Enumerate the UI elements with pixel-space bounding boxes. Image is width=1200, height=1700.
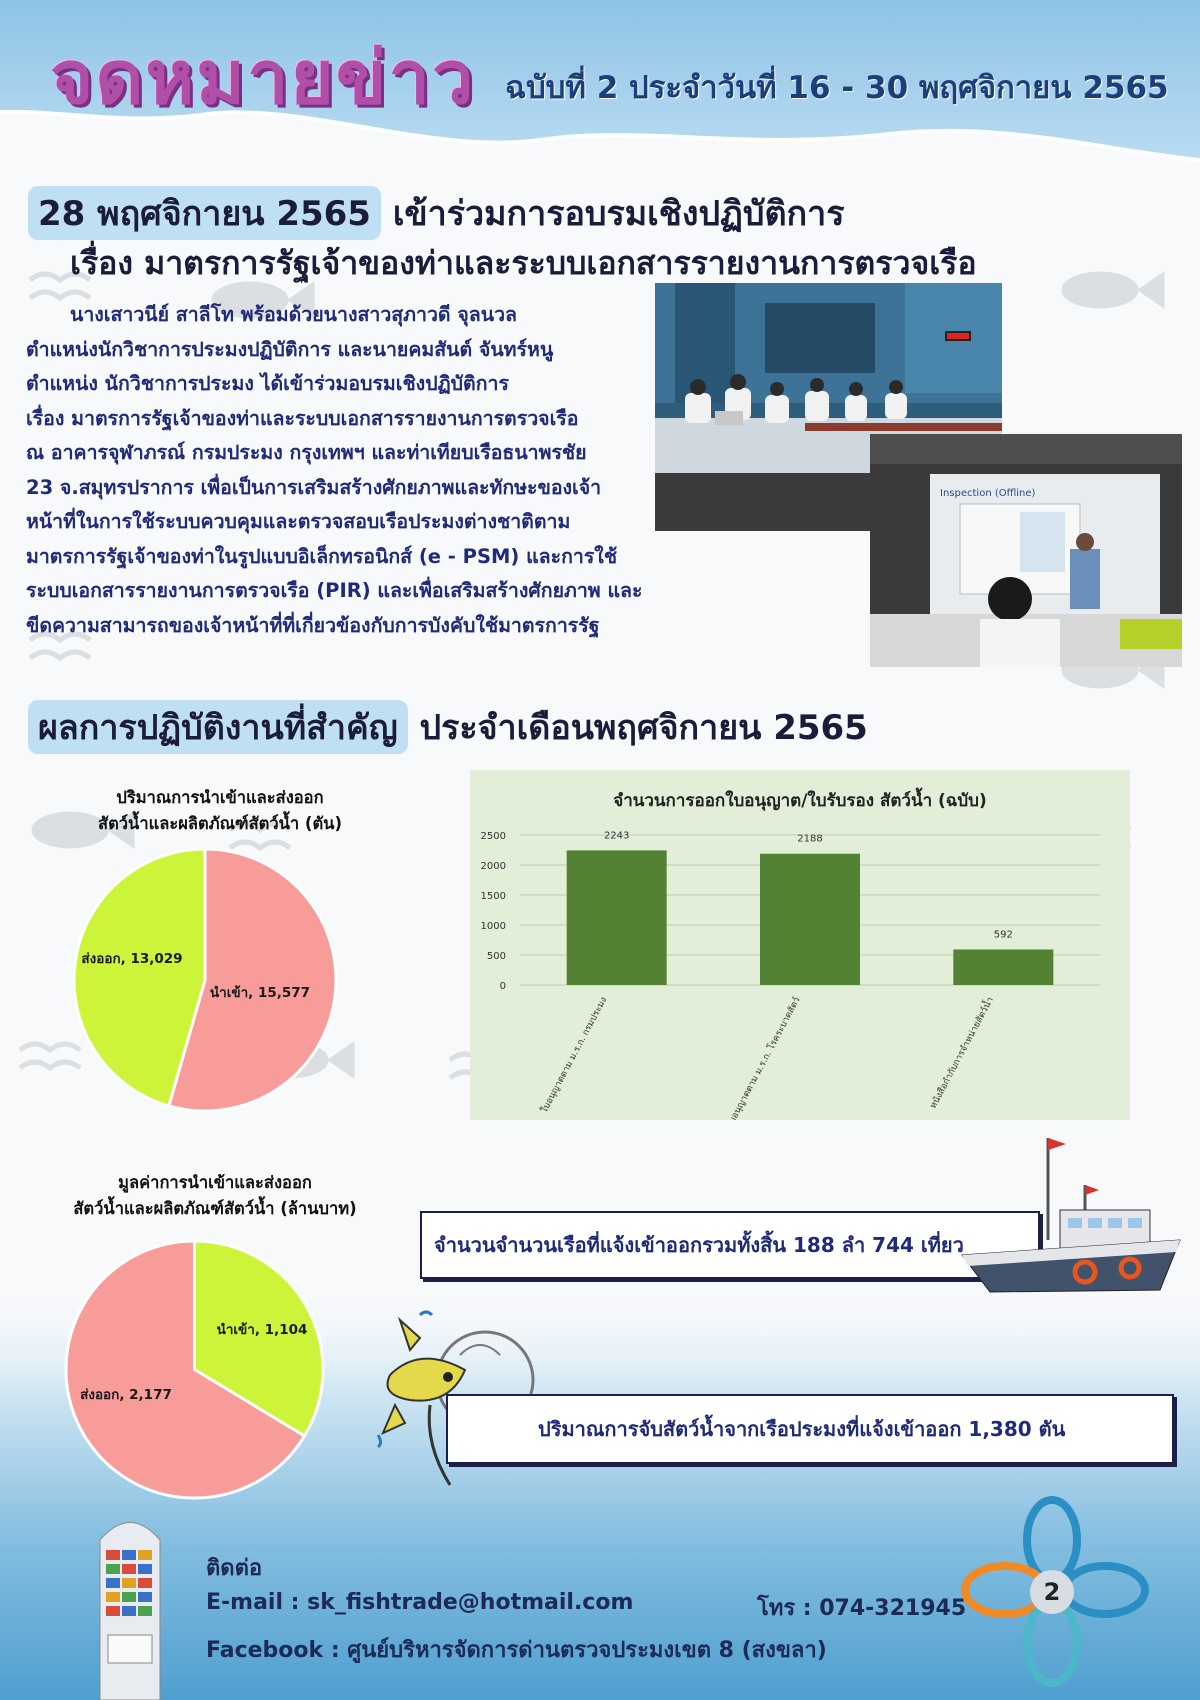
contact-email[interactable]: E-mail : sk_fishtrade@hotmail.com (206, 1590, 634, 1615)
page-number: 2 (1030, 1570, 1074, 1614)
contact-phone: โทร : 074-321945 (757, 1596, 967, 1621)
pie-chart-volume (70, 845, 340, 1115)
y-tick-label: 2000 (480, 861, 506, 872)
section1-title-rest: เข้าร่วมการอบรมเชิงปฏิบัติการ (392, 194, 845, 234)
pie1-title-line1: ปริมาณการนำเข้าและส่งออก (116, 788, 324, 807)
body-line: ณ อาคารจุฬาภรณ์ กรมประมง กรุงเทพฯ และท่าเทียบเรือธนาพรชัย (26, 441, 587, 464)
section2-title (28, 700, 868, 754)
body-line: ขีดความสามารถของเจ้าหน้าที่ที่เกี่ยวข้องกับการบังคับใช้มาตรการรัฐ (26, 613, 600, 637)
issue-info: ฉบับที่ 2 ประจำวันที่ 16 - 30 พฤศจิกายน 2565 (505, 70, 1169, 106)
pie1-title-line2: สัตว์น้ำและผลิตภัณฑ์สัตว์น้ำ (ตัน) (98, 814, 342, 833)
pie2-title (30, 1170, 400, 1222)
body-line: หน้าที่ในการใช้ระบบควบคุมและตรวจสอบเรือประมงต่างชาติตาม (26, 510, 571, 533)
date-highlight: 28 พฤศจิกายน 2565 (28, 186, 381, 240)
boat-trips-text: จำนวนจำนวนเรือที่แจ้งเข้าออกรวมทั้งสิ้น 188 ลำ 744 เที่ยว (434, 1233, 964, 1257)
y-tick-label: 0 (499, 981, 506, 992)
section2-title-rest: ประจำเดือนพฤศจิกายน 2565 (419, 708, 868, 748)
pie-slice-label: นำเข้า, 1,104 (216, 1322, 308, 1338)
boat-trips-info (420, 1211, 1040, 1279)
body-line: ตำแหน่งนักวิชาการประมงปฏิบัติการ และนายคมสันต์ จันทร์หนู (26, 337, 554, 361)
x-category-label: ใบอนุญาตตาม ม.ร.ก. โรคระบาดสัตว์ (725, 995, 803, 1120)
bar-value-label: 592 (993, 929, 1013, 941)
pie2-title-line2: สัตว์น้ำและผลิตภัณฑ์สัตว์น้ำ (ล้านบาท) (73, 1199, 357, 1218)
bar-chart-permits (470, 770, 1130, 1120)
body-line: เรื่อง มาตรการรัฐเจ้าของท่าและระบบเอกสารรายงานการตรวจเรือ (26, 406, 579, 430)
contact-label: ติดต่อ (206, 1556, 263, 1581)
container-ship-illustration (90, 1510, 170, 1700)
catch-volume-info (446, 1394, 1174, 1464)
section1-subtitle: เรื่อง มาตรการรัฐเจ้าของท่าและระบบเอกสารรายงานการตรวจเรือ (70, 244, 977, 282)
bar-value-label: 2188 (797, 833, 823, 845)
pie-slice-label: ส่งออก, 13,029 (81, 951, 183, 967)
masthead-title: จดหมายข่าว (50, 35, 476, 121)
body-line: ตำแหน่ง นักวิชาการประมง ได้เข้าร่วมอบรมเชิงปฏิบัติการ (26, 372, 509, 395)
bar-chart-title: จำนวนการออกใบอนุญาต/ใบรับรอง สัตว์น้ำ (ฉบับ) (613, 791, 987, 811)
slide-title: Inspection (Offline) (940, 488, 1036, 499)
bar-value-label: 2243 (603, 830, 630, 842)
bar (953, 949, 1053, 985)
catch-volume-text: ปริมาณการจับสัตว์น้ำจากเรือประมงที่แจ้งเข้าออก 1,380 ตัน (538, 1417, 1066, 1441)
pie2-title-line1: มูลค่าการนำเข้าและส่งออก (118, 1173, 312, 1192)
bar-chart-panel (470, 770, 1130, 1120)
x-category-label: หนังสือกำกับการจำหน่ายสัตว์น้ำ (928, 995, 996, 1111)
body-line: มาตรการรัฐเจ้าของท่าในรูปแบบอิเล็กทรอนิกส์ (e - PSM) และการใช้ (26, 544, 618, 568)
body-line: นางเสาวนีย์ สาลีโท พร้อมด้วยนางสาวสุภาวดี จุลนวล (70, 303, 517, 326)
y-tick-label: 500 (486, 951, 506, 962)
bar (567, 850, 667, 985)
presentation-photo (870, 434, 1182, 667)
y-tick-label: 1500 (480, 891, 506, 902)
pie-chart-value (62, 1237, 327, 1502)
pie-slice-label: ส่งออก, 2,177 (80, 1387, 172, 1403)
y-tick-label: 2500 (480, 831, 506, 842)
fishing-boat-illustration (960, 1130, 1185, 1295)
bar (760, 854, 860, 985)
contact-facebook[interactable]: Facebook : ศูนย์บริหารจัดการด่านตรวจประมงเขต 8 (สงขลา) (206, 1638, 827, 1663)
section2-title-highlight: ผลการปฏิบัติงานที่สำคัญ (28, 700, 408, 754)
body-line: 23 จ.สมุทรปราการ เพื่อเป็นการเสริมสร้างศักยภาพและทักษะของเจ้า (26, 475, 602, 499)
pie1-title (60, 785, 380, 837)
section1-title (28, 186, 844, 240)
x-category-label: ใบอนุญาตตาม ม.ร.ก. กรมประมง (539, 995, 610, 1115)
section1-body (26, 298, 666, 643)
pie-slice-label: นำเข้า, 15,577 (209, 985, 311, 1001)
body-line: ระบบเอกสารรายงานการตรวจเรือ (PIR) และเพื่อเสริมสร้างศักยภาพ และ (26, 579, 643, 602)
y-tick-label: 1000 (480, 921, 506, 932)
